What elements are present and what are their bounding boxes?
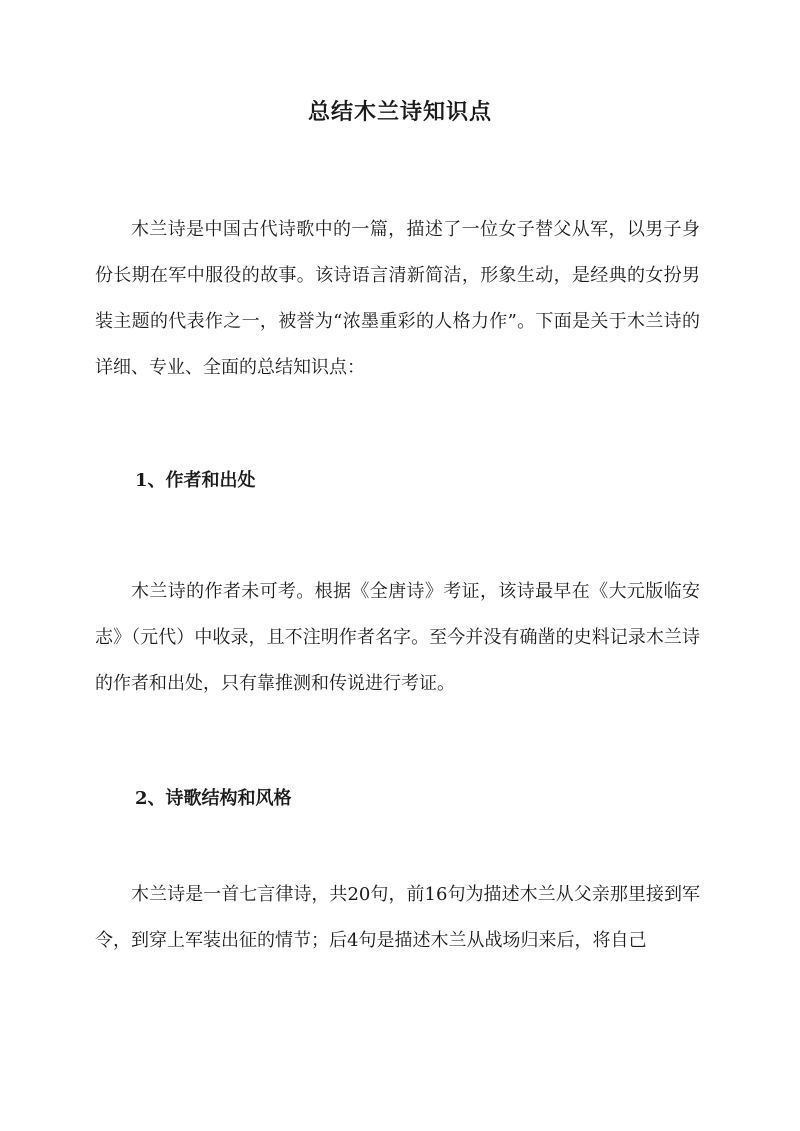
- section-body-structure: 木兰诗是一首七言律诗，共20句，前16句为描述木兰从父亲那里接到军令，到穿上军装出征的情节；后4句是描述木兰从战场归来后，将自己: [95, 884, 700, 951]
- section-body-author: 木兰诗的作者未可考。根据《全唐诗》考证，该诗最早在《大元版临安志》（元代）中收录，且不注明作者名字。至今并没有确凿的史料记录木兰诗的作者和出处，只有靠推测和传说进行考证。: [95, 581, 700, 694]
- document-title: 总结木兰诗知识点: [307, 99, 492, 125]
- intro-paragraph: 木兰诗是中国古代诗歌中的一篇，描述了一位女子替父从军，以男子身份长期在军中服役的故事。该诗语言清新简洁，形象生动，是经典的女扮男装主题的代表作之一，被誉为“浓墨重彩的人格力作”。下面是关于木兰诗的详细、专业、全面的总结知识点：: [95, 219, 700, 378]
- section-heading-author: 1、作者和出处: [135, 470, 256, 491]
- section-heading-structure: 2、诗歌结构和风格: [135, 788, 292, 809]
